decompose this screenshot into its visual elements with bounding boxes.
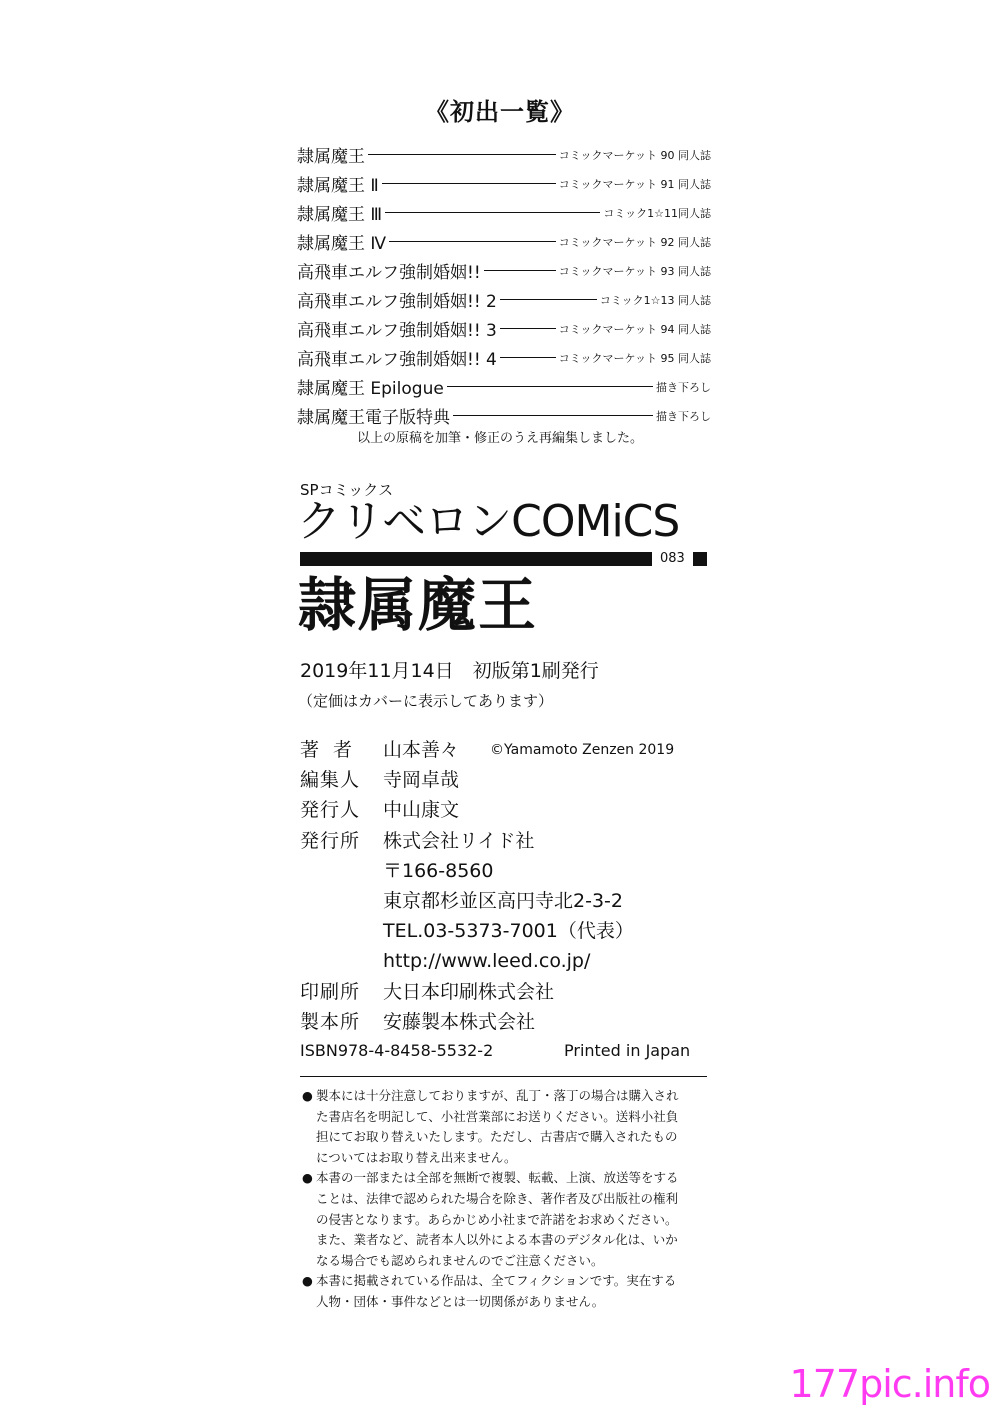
credit-label: 発行所 xyxy=(300,829,361,852)
credit-value[interactable]: http://www.leed.co.jp/ xyxy=(383,950,591,973)
work-source: 描き下ろし xyxy=(656,409,711,423)
publication-date: 2019年11月14日 初版第1刷発行 xyxy=(300,660,599,682)
label-name: SPコミックス xyxy=(300,481,394,499)
notice-line: なる場合でも認められませんのでご注意ください。 xyxy=(316,1252,604,1268)
work-source: コミックマーケット 94 同人誌 xyxy=(558,322,711,336)
leader-line xyxy=(453,415,653,416)
notice-item xyxy=(302,1086,712,1168)
work-title: 隷属魔王 Ⅱ xyxy=(297,176,379,196)
credit-row xyxy=(300,765,634,795)
credit-row xyxy=(300,886,634,916)
work-title: 隷属魔王 xyxy=(297,147,365,167)
work-title: 高飛車エルフ強制婚姻!! 3 xyxy=(297,321,497,341)
bullet-icon: ● xyxy=(302,1088,313,1103)
notice-line: また、業者など、読者本人以外による本書のデジタル化は、いか xyxy=(316,1232,678,1248)
work-title: 隷属魔王 Epilogue xyxy=(297,379,444,399)
work-source: コミックマーケット 91 同人誌 xyxy=(558,177,711,191)
leader-line xyxy=(500,299,597,300)
credit-value: 株式会社リイド社 xyxy=(383,829,535,852)
notice-line: についてはお取り替え出来ません。 xyxy=(316,1149,517,1165)
credit-value: 〒166-8560 xyxy=(383,859,494,882)
credit-label: 製本所 xyxy=(300,1010,361,1033)
work-title: 高飛車エルフ強制婚姻!! 4 xyxy=(297,350,497,370)
work-source: 描き下ろし xyxy=(656,380,711,394)
credit-value: 大日本印刷株式会社 xyxy=(383,980,555,1003)
first-appearance-row xyxy=(297,256,711,285)
first-appearance-title: 《初出一覧》 xyxy=(425,98,575,126)
first-appearance-row xyxy=(297,372,711,401)
leader-line xyxy=(484,270,556,271)
notice-line: 製本には十分注意しておりますが、乱丁・落丁の場合は購入され xyxy=(316,1088,679,1103)
credit-row xyxy=(300,977,634,1007)
notice-text xyxy=(316,1086,712,1168)
notice-text xyxy=(316,1271,712,1312)
credit-value: 寺岡卓哉 xyxy=(383,769,460,792)
work-source: コミックマーケット 90 同人誌 xyxy=(558,148,711,162)
first-appearance-row xyxy=(297,314,711,343)
credit-label: 発行人 xyxy=(300,799,361,822)
notice-line: 人物・団体・事件などとは一切関係がありません。 xyxy=(316,1293,605,1309)
credit-row xyxy=(300,735,675,765)
bullet-icon: ● xyxy=(302,1170,313,1186)
series-name: クリベロンCOMiCS xyxy=(297,496,680,547)
credit-value: 中山康文 xyxy=(383,799,460,822)
notice-line: 本書に掲載されている作品は、全てフィクションです。実在する xyxy=(316,1273,677,1289)
work-source: コミック1☆13 同人誌 xyxy=(599,293,711,307)
credit-row xyxy=(300,826,634,856)
credit-label: 著者 xyxy=(300,739,367,761)
work-source: コミックマーケット 95 同人誌 xyxy=(558,351,711,365)
work-title: 高飛車エルフ強制婚姻!! 2 xyxy=(297,292,497,312)
leader-line xyxy=(382,183,556,184)
first-appearance-row xyxy=(297,227,711,256)
notice-line: ことは、法律で認められた場合を除き、著作者及び出版社の権利 xyxy=(316,1190,679,1206)
credits-list xyxy=(300,735,675,1037)
notice-item xyxy=(302,1168,712,1271)
first-appearance-row xyxy=(297,285,711,314)
work-title: 隷属魔王 Ⅲ xyxy=(297,205,383,225)
credit-label: 編集人 xyxy=(300,769,361,792)
notice-item xyxy=(302,1271,712,1312)
credit-row xyxy=(300,946,634,976)
leader-line xyxy=(368,154,556,155)
work-title: 隷属魔王 Ⅳ xyxy=(297,234,387,254)
bullet-icon: ● xyxy=(302,1273,313,1289)
first-appearance-note: 以上の原稿を加筆・修正のうえ再編集しました。 xyxy=(356,431,643,446)
work-title: 高飛車エルフ強制婚姻!! xyxy=(297,263,481,283)
first-appearance-row xyxy=(297,169,711,198)
credit-row xyxy=(300,856,634,886)
leader-line xyxy=(500,357,556,358)
work-source: コミックマーケット 92 同人誌 xyxy=(558,235,711,249)
credit-value: 東京都杉並区高円寺北2-3-2 xyxy=(383,889,623,912)
leader-line xyxy=(500,328,556,329)
first-appearance-row xyxy=(297,198,711,227)
copyright-notice: ©Yamamoto Zenzen 2019 xyxy=(490,742,675,758)
first-appearance-row xyxy=(297,343,711,372)
credit-row xyxy=(300,1007,634,1037)
work-source: コミック1☆11同人誌 xyxy=(603,206,711,220)
isbn: ISBN978-4-8458-5532-2 xyxy=(300,1041,494,1060)
work-title: 隷属魔王電子版特典 xyxy=(297,408,450,428)
notice-line: た書店名を明記して、小社営業部にお送りください。送料小社負 xyxy=(316,1108,679,1124)
credit-label: 印刷所 xyxy=(300,980,361,1003)
first-appearance-row xyxy=(297,401,711,430)
watermark: 177pic.info xyxy=(789,1362,990,1406)
price-note: （定価はカバーに表示してあります） xyxy=(298,692,554,710)
leader-line xyxy=(447,386,653,387)
book-title: 隷属魔王 xyxy=(298,571,539,639)
credit-value: 安藤製本株式会社 xyxy=(383,1010,536,1033)
notice-line: 本書の一部または全部を無断で複製、転載、上演、放送等をする xyxy=(316,1170,679,1186)
notice-line: の侵害となります。あらかじめ小社まで許諾をお求めください。 xyxy=(316,1211,678,1227)
first-appearance-row xyxy=(297,140,711,169)
series-number: 083 xyxy=(660,551,685,566)
notices xyxy=(302,1086,712,1313)
leader-line xyxy=(385,212,600,213)
printed-in: Printed in Japan xyxy=(564,1041,691,1060)
first-appearance-list xyxy=(297,140,711,430)
credit-row xyxy=(300,916,634,946)
series-square xyxy=(693,552,707,566)
credit-value: TEL.03-5373-7001（代表） xyxy=(383,920,634,943)
leader-line xyxy=(389,241,556,242)
notice-text xyxy=(316,1168,712,1271)
notice-line: 担にてお取り替えいたします。ただし、古書店で購入されたもの xyxy=(316,1129,678,1145)
work-source: コミックマーケット 93 同人誌 xyxy=(558,264,711,278)
series-bar xyxy=(300,552,652,566)
divider xyxy=(300,1076,707,1077)
credit-value: 山本善々 xyxy=(383,739,460,761)
credit-row xyxy=(300,795,634,825)
